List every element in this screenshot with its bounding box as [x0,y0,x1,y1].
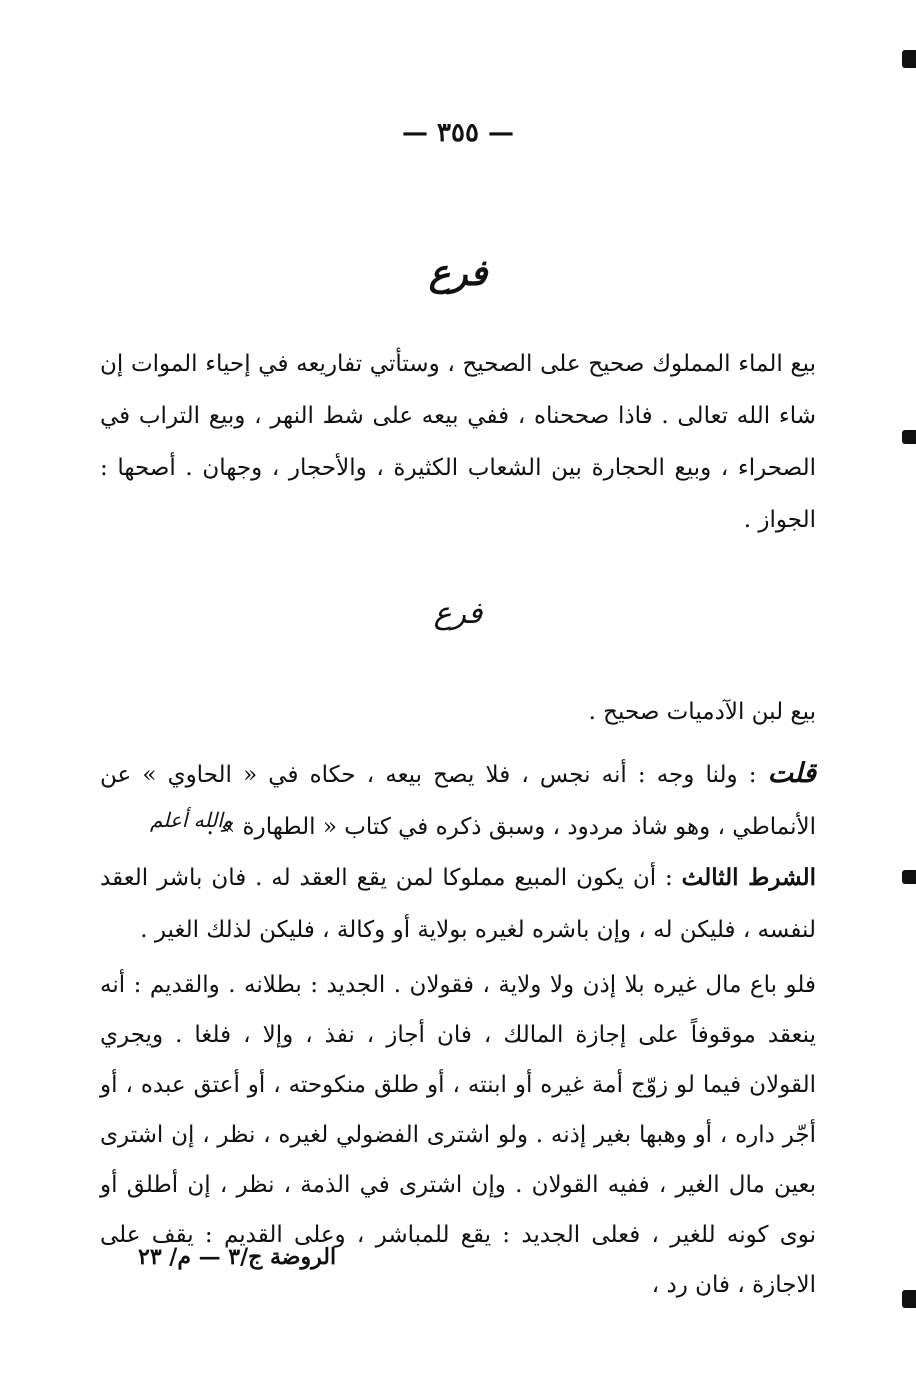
paragraph-text: : ولنا وجه : أنه نجس ، فلا يصح بيعه ، حكاه في « الحاوي » عن الأنماطي ، وهو شاذ مردود ، وسبق ذكره في كتاب « الطهارة » . [100,762,816,840]
margin-note: والله أعلم [150,808,233,832]
page-edge-mark [902,870,916,884]
footer-signature: الروضة ج/٣ — م/ ٢٣ [138,1244,337,1270]
page-edge-mark [902,50,916,68]
paragraph [100,748,816,853]
paragraph-lead-word: قلت [767,758,816,789]
section-heading: فرع [433,596,483,631]
paragraph: بيع لبن الآدميات صحيح . [588,699,816,725]
paragraph: فلو باع مال غيره بلا إذن ولا ولاية ، فقولان . الجديد : بطلانه . والقديم : أنه ينعقد موقوفاً على إجازة المالك ، فان أجاز ، نفذ ، وإلا ، فلغا . ويجري القولان فيما لو زوّج أمة غيره أو ابنته ، أو طلق منكوحته ، أو أعتق عبده ، أو أجّر داره ، أو وهبها بغير إذنه . ولو اشترى الفضولي لغيره ، نظر ، إن اشترى بعين مال الغير ، ففيه القولان . وإن اشترى في الذمة ، نظر ، إن أطلق أو نوى كونه للغير ، فعلى الجديد : يقع للمباشر ، وعلى القديم : يقف على الاجازة ، فان رد ، [100,972,817,1298]
paragraph [100,852,816,956]
section-heading: فرع [428,252,488,294]
page-edge-mark [902,430,916,444]
paragraph: بيع الماء المملوك صحيح على الصحيح ، وستأتي تفاريعه في إحياء الموات إن شاء الله تعالى . فاذا صححناه ، ففي بيعه على شط النهر ، وبيع التراب في الصحراء ، وبيع الحجارة بين الشعاب الكثيرة ، والأحجار ، وجهان . أصحها : الجواز . [100,351,816,533]
page-number: — ٣٥٥ — [401,118,515,148]
page-edge-mark [902,1290,916,1308]
paragraph-text: : أن يكون المبيع مملوكا لمن يقع العقد له . فان باشر العقد لنفسه ، فليكن له ، وإن باشره لغيره بولاية أو وكالة ، فليكن لذلك الغير . [100,865,816,943]
paragraph-lead-word: الشرط الثالث [681,864,816,891]
